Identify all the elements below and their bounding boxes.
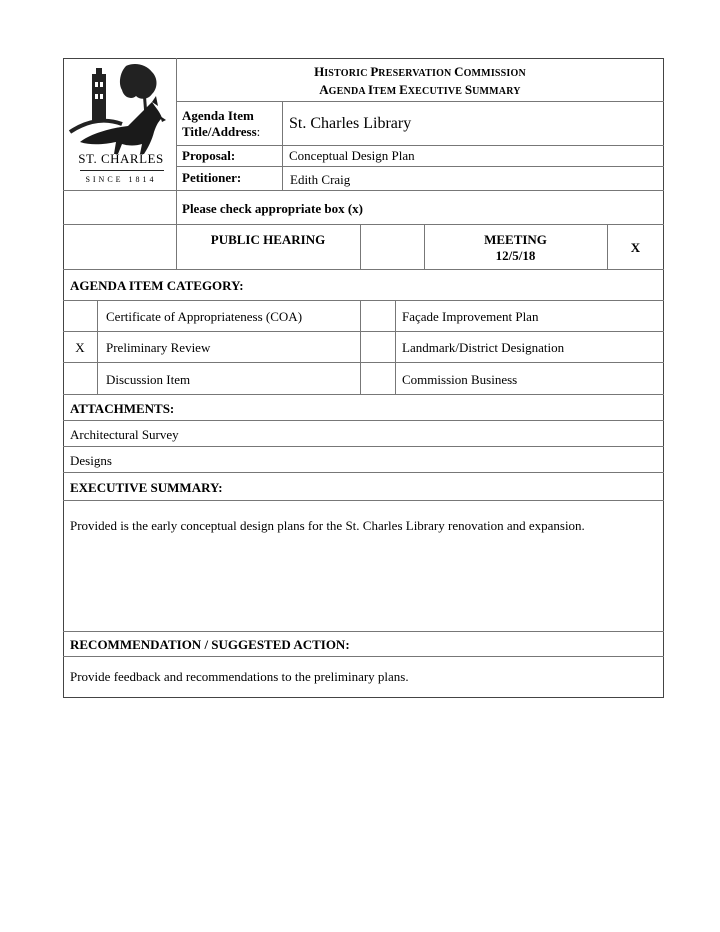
- rule: [360, 300, 361, 394]
- rule: [63, 190, 664, 191]
- rule: [63, 420, 664, 421]
- executive-summary-heading: EXECUTIVE SUMMARY:: [70, 480, 223, 495]
- rule: [97, 300, 98, 394]
- agenda-item-label: Agenda Item: [182, 108, 254, 123]
- category-label-coa: Certificate of Appropriateness (COA): [106, 309, 303, 324]
- rule: [63, 631, 664, 632]
- rule: [63, 269, 664, 270]
- rule: [176, 166, 664, 167]
- rule: [63, 446, 664, 447]
- rule: [63, 500, 664, 501]
- form-title-line1: HISTORIC PRESERVATION COMMISSION: [314, 64, 526, 79]
- attachment-item: Designs: [70, 453, 112, 468]
- form-title-line2: AGENDA ITEM EXECUTIVE SUMMARY: [319, 82, 521, 97]
- category-label-landmark: Landmark/District Designation: [402, 340, 565, 355]
- recommendation-heading: RECOMMENDATION / SUGGESTED ACTION:: [70, 637, 350, 652]
- logo-divider: [80, 170, 164, 171]
- attachments-heading: ATTACHMENTS:: [70, 401, 175, 416]
- agenda-item-value: St. Charles Library: [289, 115, 412, 132]
- logo-since: SINCE 1814: [85, 175, 157, 184]
- proposal-value: Conceptual Design Plan: [289, 148, 415, 163]
- petitioner-label: Petitioner:: [182, 170, 242, 185]
- attachment-item: Architectural Survey: [70, 427, 179, 442]
- petitioner-value: Edith Craig: [290, 172, 351, 187]
- category-label-preliminary: Preliminary Review: [106, 340, 211, 355]
- rule: [63, 656, 664, 657]
- category-heading: AGENDA ITEM CATEGORY:: [70, 278, 244, 293]
- rule: [63, 472, 664, 473]
- category-checkbox-preliminary[interactable]: X: [75, 340, 85, 355]
- agenda-item-label-line2: Title/Address:: [182, 124, 261, 139]
- meeting-checkbox[interactable]: X: [630, 240, 641, 255]
- rule: [176, 101, 664, 102]
- rule: [63, 362, 664, 363]
- category-label-discussion: Discussion Item: [106, 372, 191, 387]
- public-hearing-label: PUBLIC HEARING: [210, 232, 326, 247]
- rule: [63, 331, 664, 332]
- rule: [282, 101, 283, 190]
- category-label-commission: Commission Business: [402, 372, 518, 387]
- rule: [63, 300, 664, 301]
- meeting-label: MEETING: [484, 232, 547, 247]
- proposal-label: Proposal:: [182, 148, 236, 163]
- rule: [176, 145, 664, 146]
- recommendation-text: Provide feedback and recommendations to the preliminary plans.: [70, 669, 409, 684]
- check-instruction: Please check appropriate box (x): [182, 201, 364, 216]
- rule: [360, 224, 361, 269]
- executive-summary-text: Provided is the early conceptual design plans for the St. Charles Library renovation and expansion.: [70, 518, 585, 533]
- meeting-date: 12/5/18: [495, 248, 536, 263]
- rule: [63, 394, 664, 395]
- category-label-facade: Façade Improvement Plan: [402, 309, 539, 324]
- rule: [63, 224, 664, 225]
- logo-name: ST. CHARLES: [78, 151, 164, 166]
- rule: [395, 300, 396, 394]
